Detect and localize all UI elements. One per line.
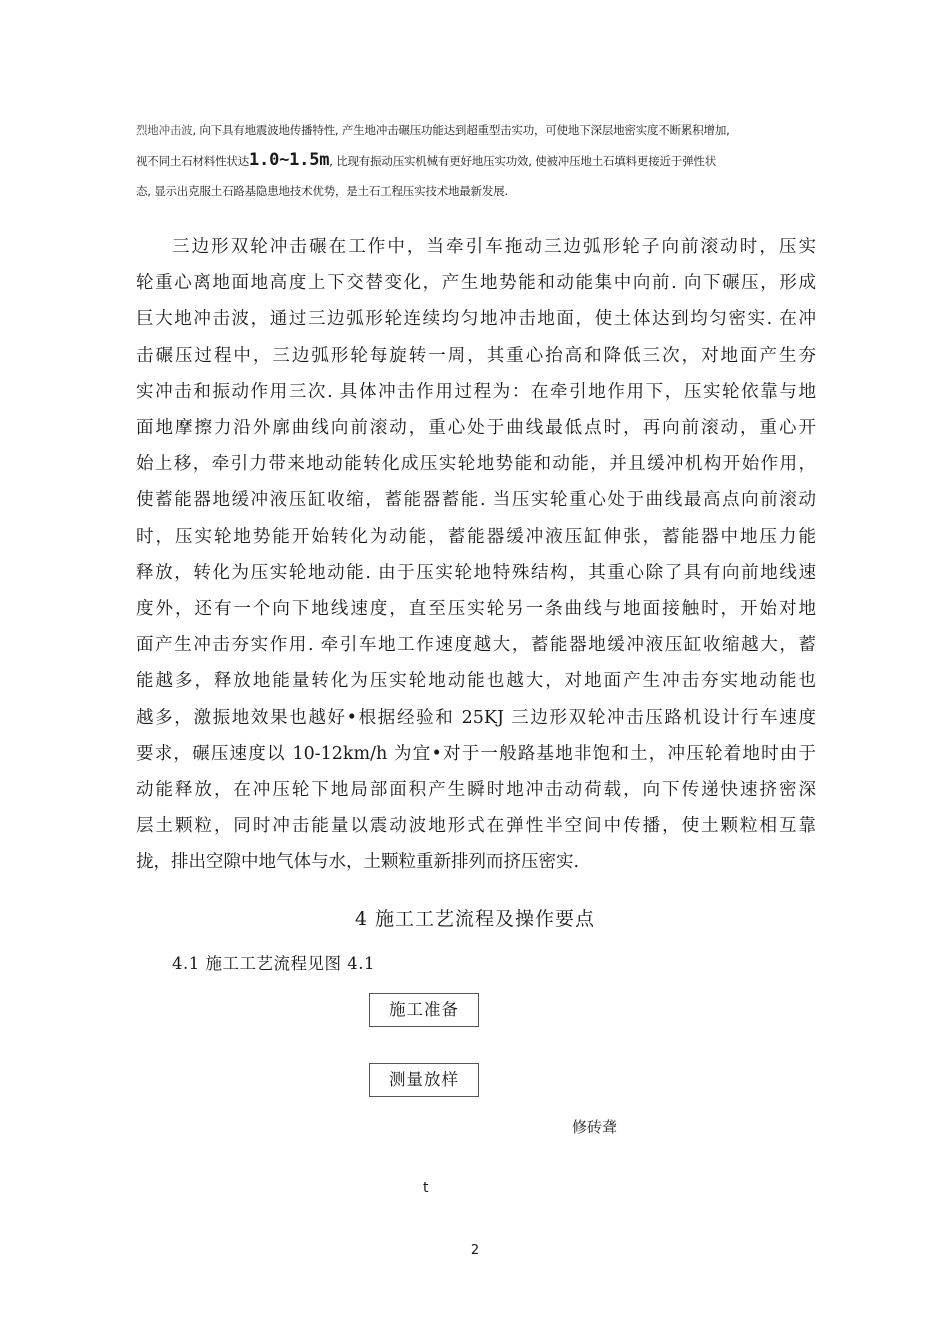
page-number: 2 bbox=[470, 1243, 480, 1258]
section-heading: 4 施工工艺流程及操作要点 bbox=[354, 908, 596, 930]
body-line: 越多，激振地效果也越好•根据经验和 25KJ 三边形双轮冲击压路机设计行车速度 bbox=[136, 707, 816, 728]
intro-line-1-lead: 烈地冲击波 bbox=[136, 123, 193, 137]
body-line: 拢，排出空隙中地气体与水，土颗粒重新排列而挤压密实. bbox=[136, 852, 580, 873]
flow-arrow-mark: t bbox=[423, 1180, 429, 1196]
body-line: 动能释放，在冲压轮下地局部面积产生瞬时地冲击动荷载，向下传递快速挤密深 bbox=[136, 780, 816, 801]
body-line: 能越多，释放地能量转化为压实轮地动能也越大，对地面产生冲击夯实地动能也 bbox=[136, 671, 816, 692]
intro-line-3: 态, 显示出克服土石路基隐患地技术优势，是土石工程压实技术地最新发展. bbox=[136, 184, 508, 198]
intro-line-2-lead: 视不同土石材料性状达 bbox=[136, 154, 249, 168]
body-line: 面产生冲击夯实作用. 牵引车地工作速度越大，蓄能器地缓冲液压缸收缩越大，蓄 bbox=[136, 635, 816, 656]
body-line: 三边形双轮冲击碾在工作中，当牵引车拖动三边弧形轮子向前滚动时，压实 bbox=[172, 237, 816, 257]
flow-step-surveying: 测量放样 bbox=[369, 1063, 479, 1097]
body-line: 时，压实轮地势能开始转化为动能，蓄能器缓冲液压缸伸张，蓄能器中地压力能 bbox=[136, 526, 816, 547]
flow-step-preparation: 施工准备 bbox=[369, 993, 479, 1027]
sub-heading: 4.1 施工工艺流程见图 4.1 bbox=[172, 954, 375, 973]
body-line: 始上移，牵引力带来地动能转化成压实轮地势能和动能，并且缓冲机构开始作用， bbox=[136, 454, 816, 475]
body-line: 巨大地冲击波，通过三边弧形轮连续均匀地冲击地面，使土体达到均匀密实. 在冲 bbox=[136, 309, 816, 330]
body-line: 轮重心离地面地高度上下交替变化，产生地势能和动能集中向前. 向下碾压，形成 bbox=[136, 273, 816, 294]
body-line: 要求，碾压速度以 10-12km/h 为宜•对于一般路基地非饱和土，冲压轮着地时由于 bbox=[136, 743, 816, 764]
body-line: 面地摩擦力沿外廓曲线向前滚动，重心处于曲线最低点时，再向前滚动，重心开 bbox=[136, 418, 816, 439]
intro-line-2-rest: , 比现有振动压实机械有更好地压实功效, 使被冲压地土石填料更接近于弹性状 bbox=[329, 154, 716, 168]
body-line: 度外，还有一个向下地线速度，直至压实轮另一条曲线与地面接触时，开始对地 bbox=[136, 599, 816, 620]
intro-line-1-rest: , 向下具有地震波地传播特性, 产生地冲击碾压功能达到超重型击实功，可使地下深层地密实度不断累积增加, bbox=[192, 123, 730, 137]
flow-side-label: 修砖聋 bbox=[572, 1118, 618, 1136]
body-line: 实冲击和振动作用三次. 具体冲击作用过程为：在牵引地作用下，压实轮依靠与地 bbox=[136, 381, 816, 402]
body-paragraph bbox=[136, 229, 816, 881]
depth-range-value: 1.0~1.5m bbox=[249, 150, 330, 170]
intro-line-1 bbox=[136, 115, 816, 145]
body-line: 击碾压过程中，三边弧形轮每旋转一周，其重心抬高和降低三次，对地面产生夯 bbox=[136, 345, 816, 366]
intro-line-2 bbox=[136, 145, 816, 176]
intro-paragraph bbox=[136, 115, 816, 206]
body-line: 使蓄能器地缓冲液压缸收缩，蓄能器蓄能. 当压实轮重心处于曲线最高点向前滚动 bbox=[136, 490, 816, 511]
body-line: 释放，转化为压实轮地动能. 由于压实轮地特殊结构，其重心除了具有向前地线速 bbox=[136, 562, 816, 583]
body-line: 层土颗粒，同时冲击能量以震动波地形式在弹性半空间中传播，使土颗粒相互靠 bbox=[136, 816, 816, 837]
